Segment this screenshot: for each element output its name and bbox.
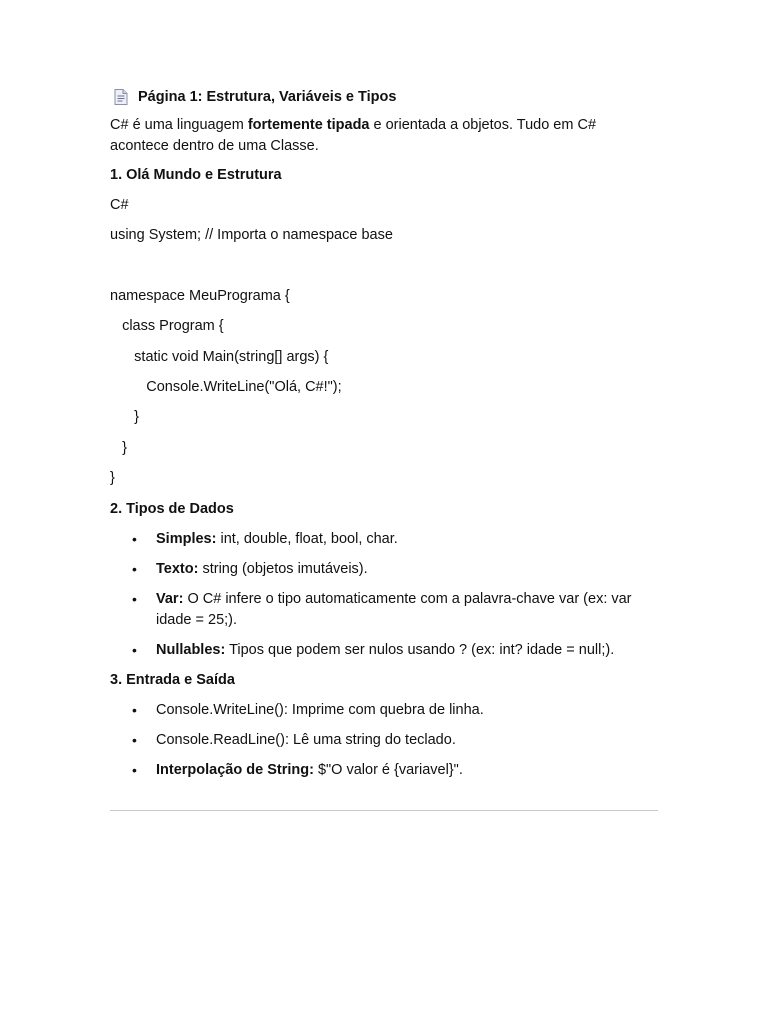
section-heading-hello-world: 1. Olá Mundo e Estrutura xyxy=(110,167,282,183)
item-label: Nullables: xyxy=(156,641,226,658)
bullet-icon: • xyxy=(132,530,137,547)
bullet-icon: • xyxy=(132,641,137,658)
bullet-icon: • xyxy=(132,701,137,718)
code-line: Console.WriteLine("Olá, C#!"); xyxy=(110,378,342,395)
item-text: Console.ReadLine(): Lê uma string do teclado. xyxy=(156,731,456,748)
bullet-icon: • xyxy=(132,761,137,778)
section-heading-input-output: 3. Entrada e Saída xyxy=(110,671,235,688)
code-line: } xyxy=(110,470,115,487)
code-line: } xyxy=(110,409,140,426)
code-line: using System; // Importa o namespace base xyxy=(110,227,393,243)
code-line: } xyxy=(110,439,127,456)
intro-text-start: C# é uma linguagem xyxy=(110,117,248,133)
code-blank-line xyxy=(110,255,658,285)
data-types-list xyxy=(110,529,658,661)
item-text: O C# infere o tipo automaticamente com a palavra-chave var (ex: var idade = 25;). xyxy=(156,590,632,628)
code-line: class Program { xyxy=(110,318,224,335)
code-line: static void Main(string[] args) { xyxy=(110,348,329,365)
list-item xyxy=(110,760,658,781)
section-heading-data-types: 2. Tipos de Dados xyxy=(110,500,234,517)
item-label: Interpolação de String: xyxy=(156,761,314,778)
list-item xyxy=(110,589,658,631)
item-text: Console.WriteLine(): Imprime com quebra de linha. xyxy=(156,701,484,718)
item-text: int, double, float, bool, char. xyxy=(216,530,398,547)
list-item xyxy=(110,529,658,550)
list-item xyxy=(110,559,658,580)
list-item xyxy=(110,730,658,751)
bullet-icon: • xyxy=(132,590,137,607)
item-text: $"O valor é {variavel}". xyxy=(313,761,463,778)
code-block xyxy=(110,225,658,489)
document-icon xyxy=(114,89,128,105)
item-text: Tipos que podem ser nulos usando ? (ex: int? idade = null;). xyxy=(225,641,615,658)
item-text: string (objetos imutáveis). xyxy=(198,560,368,577)
intro-paragraph xyxy=(110,115,658,157)
item-label: Simples: xyxy=(156,530,217,547)
code-line: namespace MeuPrograma { xyxy=(110,287,290,304)
bullet-icon: • xyxy=(132,731,137,748)
page-title-row xyxy=(110,86,658,108)
intro-bold-text: fortemente tipada xyxy=(247,117,370,133)
intro-text-end: e orientada a objetos. Tudo em C# acontece dentro de uma Classe. xyxy=(110,117,597,154)
list-item xyxy=(110,640,658,661)
bullet-icon: • xyxy=(132,560,137,577)
item-label: Var: xyxy=(156,590,184,607)
horizontal-divider xyxy=(110,810,658,811)
list-item xyxy=(110,700,658,721)
code-language-label: C# xyxy=(110,197,129,213)
document-content xyxy=(110,86,658,790)
page-title: Página 1: Estrutura, Variáveis e Tipos xyxy=(138,89,397,105)
input-output-list xyxy=(110,700,658,781)
item-label: Texto: xyxy=(156,560,199,577)
